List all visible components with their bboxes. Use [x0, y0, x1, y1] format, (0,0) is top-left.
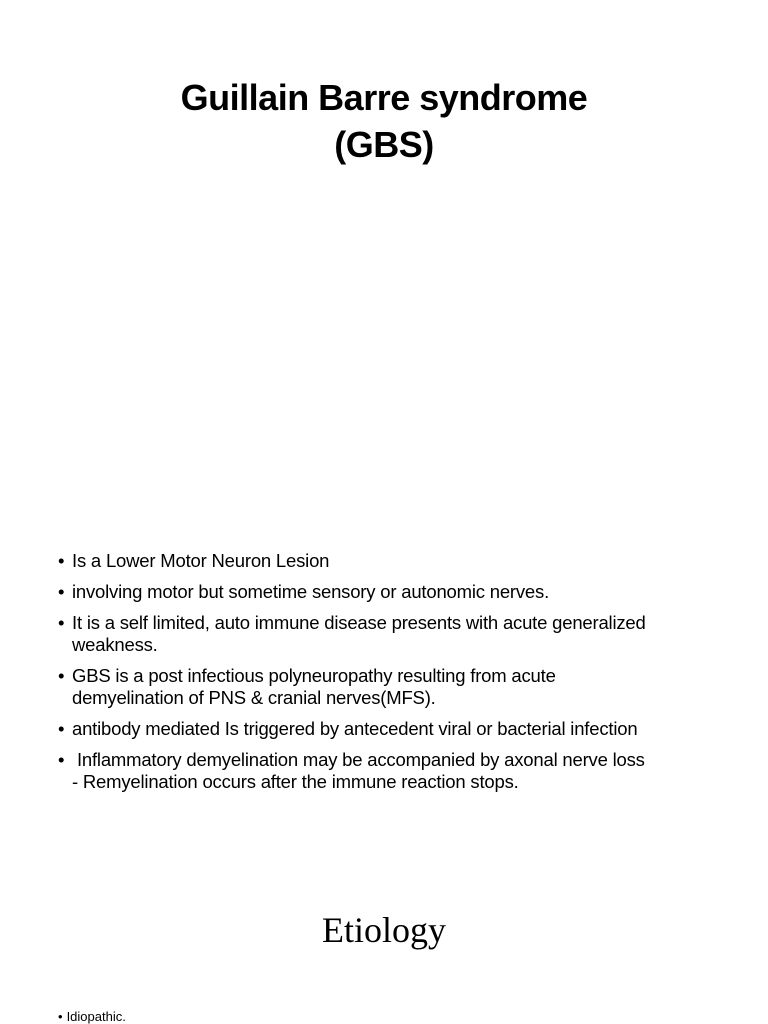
bullet-text-line: weakness.: [72, 634, 158, 655]
bullet-text-line: - Remyelination occurs after the immune reaction stops.: [72, 771, 519, 792]
bullet-dot-icon: •: [58, 1009, 63, 1024]
bullet-list: [58, 550, 748, 802]
section-heading-etiology: Etiology: [322, 910, 446, 950]
bullet-item: [58, 612, 748, 656]
bullet-dot-icon: •: [58, 612, 65, 633]
etiology-item-text: Idiopathic.: [66, 1009, 126, 1024]
bullet-text-line: demyelination of PNS & cranial nerves(MFS).: [72, 687, 436, 708]
bullet-text-line: antibody mediated Is triggered by antecedent viral or bacterial infection: [72, 718, 638, 739]
bullet-text-line: involving motor but sometime sensory or autonomic nerves.: [72, 581, 550, 602]
bullet-item: [58, 749, 748, 793]
bullet-dot-icon: •: [58, 581, 65, 602]
etiology-item: [58, 1008, 126, 1024]
bullet-dot-icon: •: [58, 665, 65, 686]
bullet-item: [58, 581, 748, 603]
bullet-text-line: Inflammatory demyelination may be accompanied by axonal nerve loss: [72, 749, 645, 770]
bullet-item: [58, 718, 748, 740]
bullet-dot-icon: •: [58, 718, 65, 739]
etiology-list: [58, 1008, 126, 1024]
slide-title-line-1: Guillain Barre syndrome: [180, 77, 588, 118]
slide-title-line-2: (GBS): [334, 124, 434, 165]
bullet-item: [58, 550, 748, 572]
bullet-text-line: Is a Lower Motor Neuron Lesion: [72, 550, 330, 571]
bullet-dot-icon: •: [58, 749, 65, 770]
bullet-dot-icon: •: [58, 550, 65, 571]
bullet-text-line: GBS is a post infectious polyneuropathy resulting from acute: [72, 665, 556, 686]
slide-title: [0, 74, 768, 168]
bullet-item: [58, 665, 748, 709]
bullet-text-line: It is a self limited, auto immune disease presents with acute generalized: [72, 612, 646, 633]
